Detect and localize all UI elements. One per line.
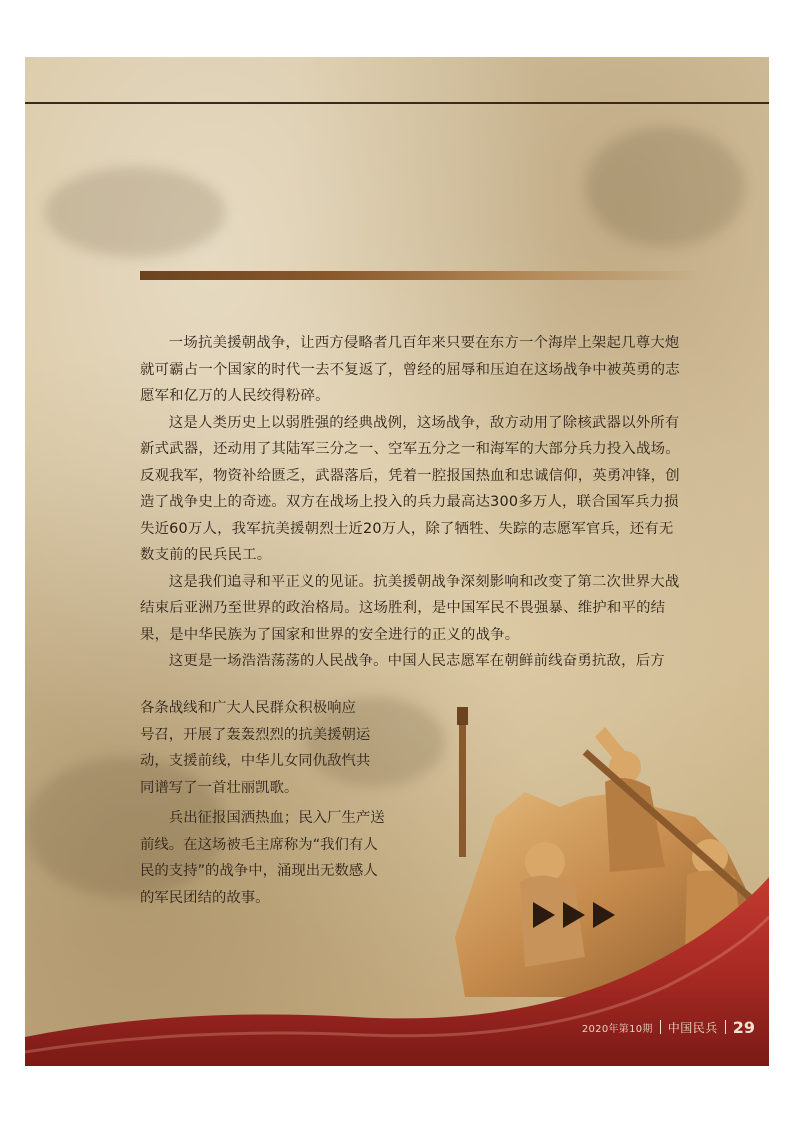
- paper-stain: [585, 127, 745, 247]
- paragraph: 兵出征报国洒热血；民入厂生产送前线。在这场被毛主席称为“我们有人民的支持”的战争中，涌现出无数感人的军民团结的故事。: [140, 810, 385, 906]
- paragraph: 这是我们追寻和平正义的见证。抗美援朝战争深刻影响和改变了第二次世界大战结束后亚洲乃至世界的政治格局。这场胜利，是中国军民不畏强暴、维护和平的结果，是中华民族为了国家和世界的安全进行的正义的战争。: [140, 573, 680, 643]
- footer-divider: [725, 1020, 726, 1034]
- article-body: [140, 330, 680, 675]
- paragraph-line: 同谱写了一首壮丽凯歌。: [140, 779, 299, 796]
- page-footer: [582, 1017, 755, 1037]
- magazine-page: [25, 57, 769, 1066]
- section-divider-bar: [140, 271, 700, 280]
- paragraph: 这是人类历史上以弱胜强的经典战例，这场战争，敌方动用了除核武器以外所有新式武器，还动用了其陆军三分之一、空军五分之一和海军的大部分兵力投入战场。反观我军，物资补给匮乏，武器落后，凭着一腔报国热血和忠诚信仰，英勇冲锋，创造了战争史上的奇迹。双方在战场上投入的兵力最高达300多万人，联合国军兵力损失近60万人，我军抗美援朝烈士近20万人，除了牺牲、失踪的志愿军官兵，还有无数支前的民兵民工。: [140, 414, 680, 563]
- page-number: 29: [732, 1017, 755, 1037]
- paragraph: 一场抗美援朝战争，让西方侵略者几百年来只要在东方一个海岸上架起几尊大炮就可霸占一个国家的时代一去不复返了，曾经的屈辱和压迫在这场战争中被英勇的志愿军和亿万的人民绞得粉碎。: [140, 335, 680, 404]
- paragraph-line: 各条战线和广大人民群众积极响应: [140, 700, 356, 716]
- paper-stain: [45, 167, 225, 257]
- issue-number: 2020年第10期: [581, 1023, 653, 1035]
- paragraph-line: 号召，开展了轰轰烈烈的抗美援朝运: [140, 726, 371, 743]
- footer-divider: [660, 1020, 661, 1034]
- header-rule: [25, 102, 769, 104]
- paragraph: 这更是一场浩浩荡荡的人民战争。中国人民志愿军在朝鲜前线奋勇抗敌，后方: [168, 653, 665, 669]
- magazine-title: 中国民兵: [667, 1020, 718, 1035]
- paragraph-line: 动，支援前线，中华儿女同仇敌忾共: [140, 753, 371, 769]
